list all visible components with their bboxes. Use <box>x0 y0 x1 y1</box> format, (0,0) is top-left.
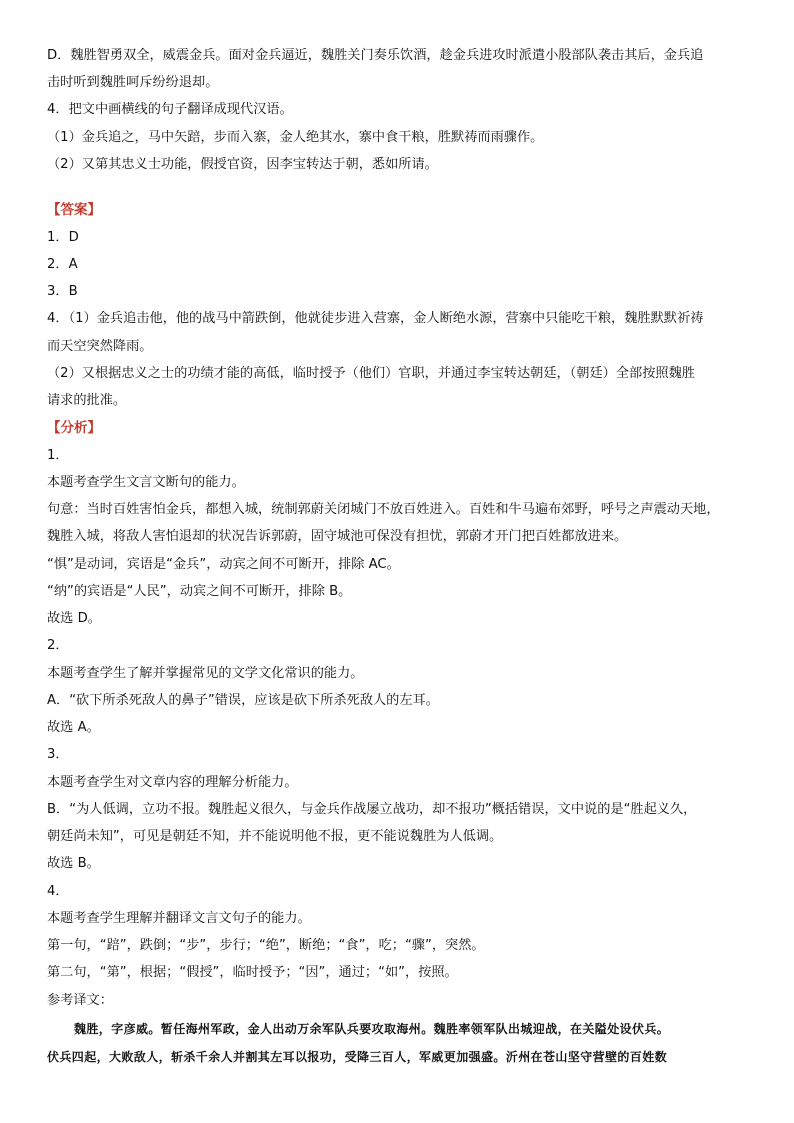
analysis-1-conclusion: 故选 D。 <box>47 611 101 626</box>
analysis-1-meaning-line-2: 魏胜入城，将敌人害怕退却的状况告诉郭蔚，固守城池可保没有担忧，郭蔚才开门把百姓都放进来。 <box>47 529 628 544</box>
analysis-heading: 【分析】 <box>47 420 101 436</box>
answer-4-part-2-line-2: 请求的批准。 <box>47 393 127 408</box>
analysis-4-intro: 本题考查学生理解并翻译文言文句子的能力。 <box>47 911 311 926</box>
question-4: 4．把文中画横线的句子翻译成现代汉语。 <box>47 102 293 117</box>
option-d-line-1: D．魏胜智勇双全，威震金兵。面对金兵逼近，魏胜关门奏乐饮酒，趁金兵进攻时派遣小股部队袭击其后，金兵追 <box>47 48 704 63</box>
answer-3: 3．B <box>47 284 78 299</box>
answer-heading: 【答案】 <box>47 202 101 218</box>
analysis-1-meaning-line-1: 句意：当时百姓害怕金兵，都想入城，统制郭蔚关闭城门不放百姓进入。百姓和牛马遍布郊野，呼号之声震动天地， <box>47 502 720 517</box>
analysis-2-note: A．“砍下所杀死敌人的鼻子”错误，应该是砍下所杀死敌人的左耳。 <box>47 693 439 708</box>
question-4-sentence-1: （1）金兵追之，马中矢踣，步而入寨，金人绝其水，寨中食干粮，胜默祷而雨骤作。 <box>47 130 544 145</box>
option-d-line-2: 击时听到魏胜呵斥纷纷退却。 <box>47 75 219 90</box>
analysis-3-note-line-2: 朝廷尚未知”，可见是朝廷不知，并不能说明他不报，更不能说魏胜为人低调。 <box>47 829 503 844</box>
reference-translation-line-1: 魏胜，字彦威。暂任海州军政，金人出动万余军队兵要攻取海州。魏胜率领军队出城迎战，在关隘处设伏兵。 <box>74 1022 670 1036</box>
reference-translation-label: 参考译文： <box>47 993 113 1008</box>
analysis-1-note-ju: “惧”是动词，宾语是“金兵”，动宾之间不可断开，排除 AC。 <box>47 557 400 572</box>
answer-1: 1．D <box>47 230 79 245</box>
analysis-1-note-na: “纳”的宾语是“人民”，动宾之间不可断开，排除 B。 <box>47 584 352 599</box>
analysis-2-number: 2． <box>47 638 69 653</box>
analysis-3-number: 3． <box>47 747 69 762</box>
question-4-sentence-2: （2）又第其忠义士功能，假授官资，因李宝转达于朝，悉如所请。 <box>47 157 438 172</box>
answer-4-part-1-line-1: 4．（1）金兵追击他，他的战马中箭跌倒，他就徒步进入营寨，金人断绝水源，营寨中只能吃干粮，魏胜默默祈祷 <box>47 311 704 326</box>
analysis-4-sentence-1: 第一句，“踣”，跌倒；“步”，步行；“绝”，断绝；“食”，吃；“骤”，突然。 <box>47 938 485 953</box>
analysis-2-conclusion: 故选 A。 <box>47 720 100 735</box>
answer-2: 2．A <box>47 257 78 272</box>
reference-translation-line-2: 伏兵四起，大败敌人，斩杀千余人并割其左耳以报功，受降三百人，军威更加强盛。沂州在苍山坚守营壁的百姓数 <box>47 1050 668 1064</box>
analysis-3-conclusion: 故选 B。 <box>47 856 100 871</box>
analysis-1-intro: 本题考查学生文言文断句的能力。 <box>47 475 245 490</box>
analysis-4-number: 4． <box>47 884 69 899</box>
analysis-3-note-line-1: B．“为人低调，立功不报。魏胜起义很久，与金兵作战屡立战功，却不报功”概括错误，文中说的是“胜起义久， <box>47 802 697 817</box>
analysis-1-number: 1． <box>47 448 69 463</box>
answer-4-part-2-line-1: （2）又根据忠义之士的功绩才能的高低，临时授予（他们）官职，并通过李宝转达朝廷，（朝廷）全部按照魏胜 <box>47 366 695 381</box>
analysis-4-sentence-2: 第二句，“第”，根据；“假授”，临时授予；“因”，通过；“如”，按照。 <box>47 965 458 980</box>
analysis-3-intro: 本题考查学生对文章内容的理解分析能力。 <box>47 775 298 790</box>
answer-4-part-1-line-2: 而天空突然降雨。 <box>47 339 153 354</box>
analysis-2-intro: 本题考查学生了解并掌握常见的文学文化常识的能力。 <box>47 666 364 681</box>
